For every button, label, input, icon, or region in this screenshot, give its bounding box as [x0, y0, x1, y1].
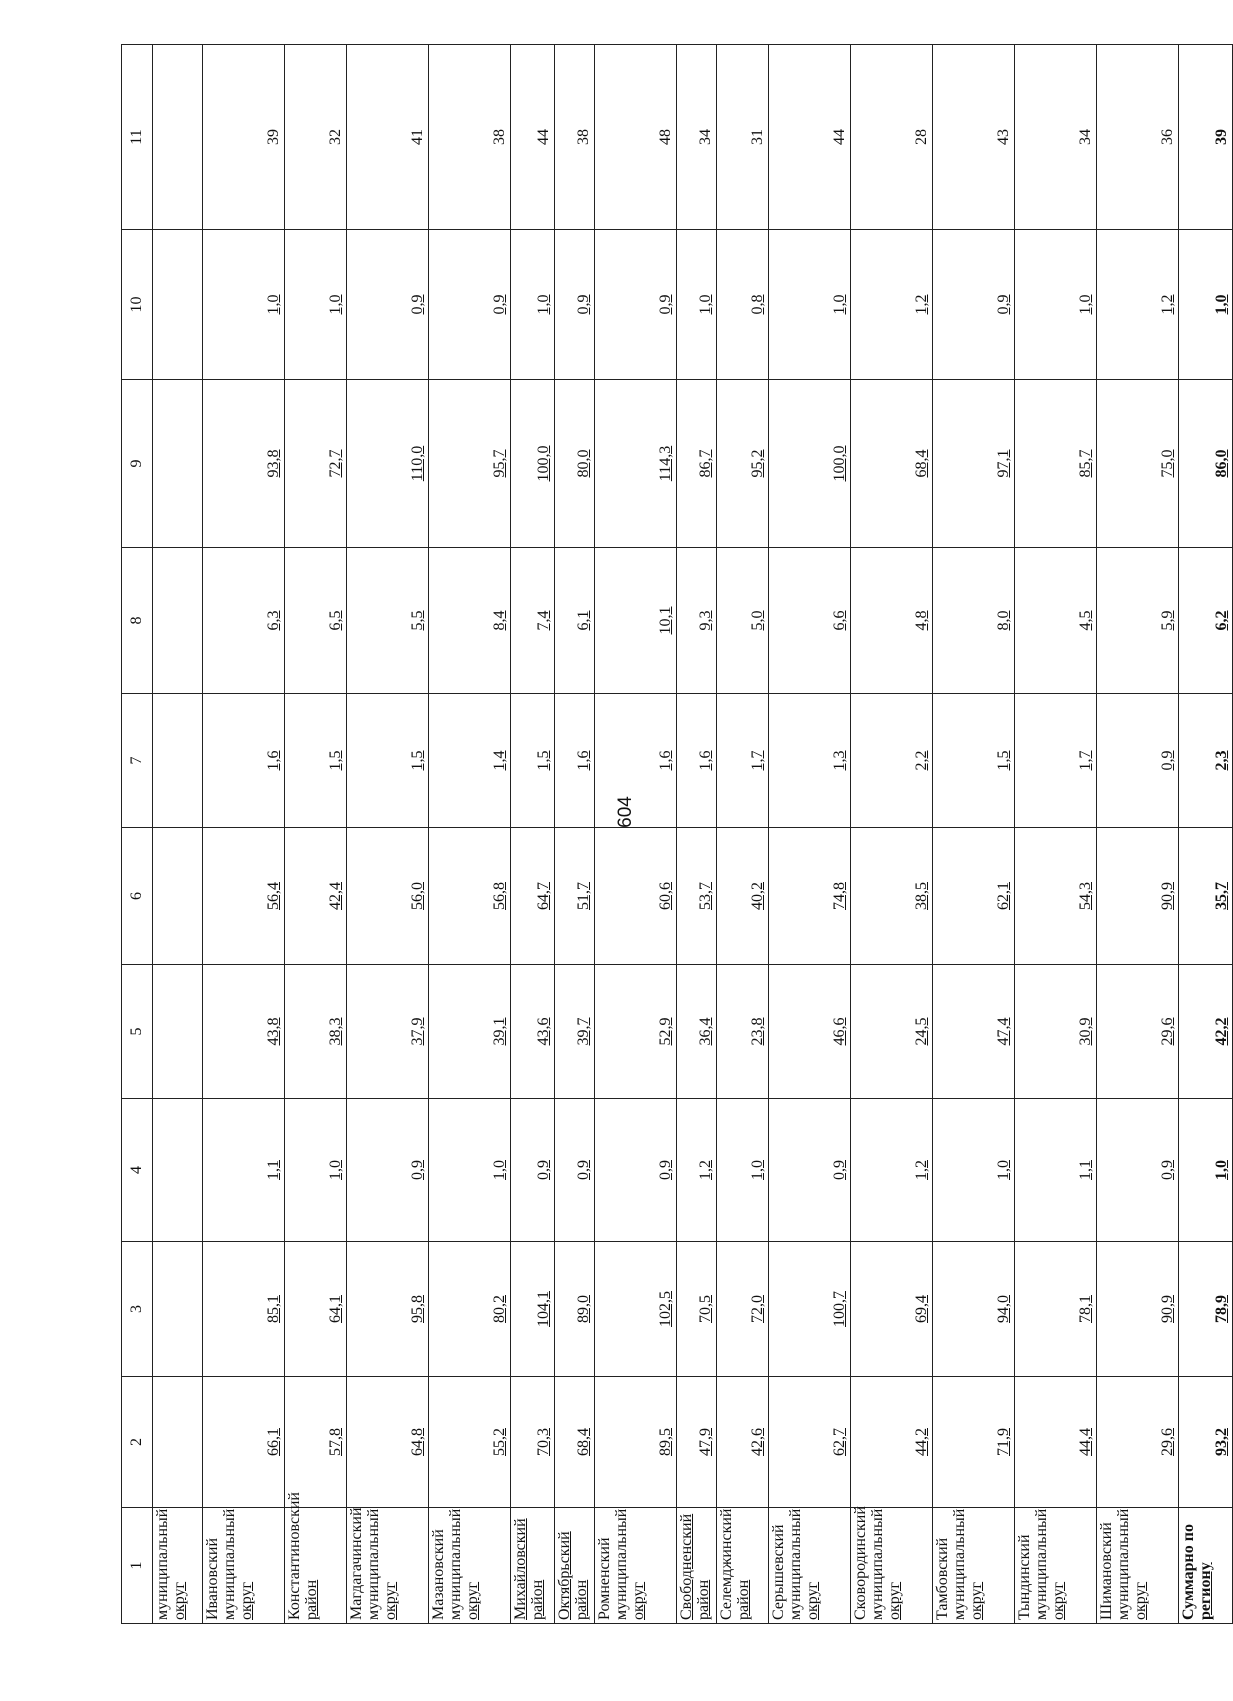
- district-name-line: Октябрьский район: [556, 1531, 590, 1620]
- value-cell-col-3: 94,0: [933, 1242, 1015, 1377]
- value-cell-col-11: 43: [933, 45, 1015, 230]
- value-cell-col-4: 1,1: [1015, 1099, 1097, 1242]
- value-cell-col-3: [153, 1242, 203, 1377]
- value-cell-col-9: 72,7: [285, 380, 347, 548]
- total-row: [1179, 45, 1233, 1624]
- value-cell-col-11: 39: [1179, 45, 1233, 230]
- value-cell-col-10: 0,9: [933, 230, 1015, 380]
- table-row: [717, 45, 769, 1624]
- district-name-cell: [851, 1508, 933, 1624]
- value-cell-col-6: 51,7: [555, 828, 595, 965]
- value-cell-col-7: 1,5: [933, 694, 1015, 828]
- value-cell-col-10: [153, 230, 203, 380]
- value-cell-col-9: 68,4: [851, 380, 933, 548]
- district-name-line: округ: [238, 1581, 255, 1620]
- value-cell-col-9: 86,7: [677, 380, 717, 548]
- district-name-line: округ: [171, 1581, 188, 1620]
- value-cell-col-8: 4,8: [851, 548, 933, 694]
- value-cell-col-8: 8,4: [429, 548, 511, 694]
- district-name-cell: [285, 1492, 347, 1624]
- value-cell-col-5: 39,1: [429, 965, 511, 1099]
- value-cell-col-11: 41: [347, 45, 429, 230]
- value-cell-col-2: 70,3: [511, 1377, 555, 1508]
- value-cell-col-11: 31: [717, 45, 769, 230]
- value-cell-col-4: 1,0: [429, 1099, 511, 1242]
- district-name-line: муниципальный: [869, 1508, 886, 1620]
- value-cell-col-2: 62,7: [769, 1377, 851, 1508]
- value-cell-col-7: 1,6: [677, 694, 717, 828]
- value-cell-col-3: 69,4: [851, 1242, 933, 1377]
- district-name-cell: [153, 1508, 203, 1624]
- value-cell-col-9: 93,8: [203, 380, 285, 548]
- value-cell-col-6: 54,3: [1015, 828, 1097, 965]
- value-cell-col-2: 47,9: [677, 1377, 717, 1508]
- value-cell-col-10: 0,9: [555, 230, 595, 380]
- value-cell-col-2: 29,6: [1097, 1377, 1179, 1508]
- table-row: [555, 45, 595, 1624]
- value-cell-col-11: 32: [285, 45, 347, 230]
- district-name-line: округ: [1050, 1581, 1067, 1620]
- value-cell-col-9: 100,0: [769, 380, 851, 548]
- value-cell-col-6: 62,1: [933, 828, 1015, 965]
- district-name-line: Шимановский: [1098, 1522, 1115, 1620]
- value-cell-col-8: 4,5: [1015, 548, 1097, 694]
- value-cell-col-5: 52,9: [595, 965, 677, 1099]
- value-cell-col-4: 1,2: [677, 1099, 717, 1242]
- value-cell-col-6: 60,6: [595, 828, 677, 965]
- district-name-line: муниципальный: [365, 1508, 382, 1620]
- value-cell-col-8: 6,5: [285, 548, 347, 694]
- value-cell-col-8: 9,3: [677, 548, 717, 694]
- header-cell-8: 8: [122, 548, 153, 694]
- value-cell-col-10: 1,0: [285, 230, 347, 380]
- district-name-line: региону: [1197, 1562, 1214, 1620]
- value-cell-col-3: 100,7: [769, 1242, 851, 1377]
- value-cell-col-10: 0,9: [595, 230, 677, 380]
- value-cell-col-5: 43,6: [511, 965, 555, 1099]
- value-cell-col-10: 1,2: [1097, 230, 1179, 380]
- value-cell-col-2: 93,2: [1179, 1377, 1233, 1508]
- value-cell-col-8: 6,3: [203, 548, 285, 694]
- value-cell-col-9: 86,0: [1179, 380, 1233, 548]
- district-name-line: Тамбовский: [934, 1537, 951, 1620]
- district-name-cell: [1097, 1508, 1179, 1624]
- value-cell-col-7: 1,5: [511, 694, 555, 828]
- value-cell-col-3: 102,5: [595, 1242, 677, 1377]
- value-cell-col-3: 72,0: [717, 1242, 769, 1377]
- value-cell-col-3: 95,8: [347, 1242, 429, 1377]
- district-name-cell: [933, 1508, 1015, 1624]
- value-cell-col-2: [153, 1377, 203, 1508]
- district-name-line: Ивановский: [204, 1537, 221, 1620]
- value-cell-col-8: 5,9: [1097, 548, 1179, 694]
- table-row: [1015, 45, 1097, 1624]
- value-cell-col-10: 1,0: [1015, 230, 1097, 380]
- value-cell-col-4: 1,1: [203, 1099, 285, 1242]
- value-cell-col-2: 71,9: [933, 1377, 1015, 1508]
- district-name-line: муниципальный: [221, 1508, 238, 1620]
- value-cell-col-10: 0,9: [347, 230, 429, 380]
- table-container: [121, 45, 1230, 1624]
- value-cell-col-11: 38: [429, 45, 511, 230]
- value-cell-col-5: 42,2: [1179, 965, 1233, 1099]
- value-cell-col-5: [153, 965, 203, 1099]
- district-name-line: Магдагачинский: [348, 1507, 365, 1620]
- value-cell-col-11: 36: [1097, 45, 1179, 230]
- value-cell-col-6: 35,7: [1179, 828, 1233, 965]
- value-cell-col-9: 85,7: [1015, 380, 1097, 548]
- header-cell-4: 4: [122, 1099, 153, 1242]
- value-cell-col-11: 34: [677, 45, 717, 230]
- district-name-cell: [347, 1508, 429, 1624]
- district-name-cell: [677, 1508, 717, 1624]
- district-name-line: округ: [464, 1581, 481, 1620]
- header-cell-10: 10: [122, 230, 153, 380]
- value-cell-col-5: 46,6: [769, 965, 851, 1099]
- value-cell-col-2: 42,6: [717, 1377, 769, 1508]
- value-cell-col-6: 56,8: [429, 828, 511, 965]
- district-name-cell: [555, 1508, 595, 1624]
- table-row: [933, 45, 1015, 1624]
- value-cell-col-6: 53,7: [677, 828, 717, 965]
- value-cell-col-3: 78,1: [1015, 1242, 1097, 1377]
- district-name-cell: [595, 1508, 677, 1624]
- value-cell-col-6: 38,5: [851, 828, 933, 965]
- value-cell-col-2: 66,1: [203, 1377, 285, 1508]
- district-name-line: Сковородинский: [852, 1506, 869, 1620]
- value-cell-col-4: 0,9: [1097, 1099, 1179, 1242]
- header-cell-6: 6: [122, 828, 153, 965]
- header-cell-1: 1: [122, 1508, 153, 1624]
- value-cell-col-4: [153, 1099, 203, 1242]
- header-cell-9: 9: [122, 380, 153, 548]
- district-name-cell: [1015, 1508, 1097, 1624]
- table-row: [1097, 45, 1179, 1624]
- district-name-line: Серышевский: [770, 1524, 787, 1620]
- value-cell-col-4: 1,0: [285, 1099, 347, 1242]
- district-name-line: Селемджинский: [718, 1508, 735, 1620]
- district-name-line: Свободненский район: [678, 1513, 712, 1620]
- district-name-cell: [429, 1508, 511, 1624]
- value-cell-col-11: 39: [203, 45, 285, 230]
- district-name-line: муниципальный: [1115, 1508, 1132, 1620]
- value-cell-col-3: 104,1: [511, 1242, 555, 1377]
- value-cell-col-11: 44: [769, 45, 851, 230]
- value-cell-col-7: 0,9: [1097, 694, 1179, 828]
- value-cell-col-4: 1,0: [933, 1099, 1015, 1242]
- district-name-cell: [511, 1508, 555, 1624]
- value-cell-col-7: 1,4: [429, 694, 511, 828]
- value-cell-col-11: 28: [851, 45, 933, 230]
- value-cell-col-4: 0,9: [347, 1099, 429, 1242]
- value-cell-col-2: 89,5: [595, 1377, 677, 1508]
- value-cell-col-10: 0,9: [429, 230, 511, 380]
- value-cell-col-5: 24,5: [851, 965, 933, 1099]
- value-cell-col-6: 74,8: [769, 828, 851, 965]
- value-cell-col-3: 80,2: [429, 1242, 511, 1377]
- statistics-table: [121, 44, 1233, 1624]
- header-cell-7: 7: [122, 694, 153, 828]
- value-cell-col-3: 90,9: [1097, 1242, 1179, 1377]
- district-name-cell: [717, 1508, 769, 1624]
- value-cell-col-4: 1,2: [851, 1099, 933, 1242]
- value-cell-col-2: 44,4: [1015, 1377, 1097, 1508]
- value-cell-col-10: 1,0: [769, 230, 851, 380]
- value-cell-col-6: [153, 828, 203, 965]
- district-name-cell: [203, 1508, 285, 1624]
- value-cell-col-9: 100,0: [511, 380, 555, 548]
- value-cell-col-4: 0,9: [511, 1099, 555, 1242]
- value-cell-col-2: 55,2: [429, 1377, 511, 1508]
- district-name-line: муниципальный: [447, 1508, 464, 1620]
- value-cell-col-7: 1,7: [1015, 694, 1097, 828]
- value-cell-col-9: 95,2: [717, 380, 769, 548]
- value-cell-col-7: 1,6: [203, 694, 285, 828]
- district-name-line: муниципальный: [613, 1508, 630, 1620]
- value-cell-col-9: 110,0: [347, 380, 429, 548]
- value-cell-col-7: 1,5: [347, 694, 429, 828]
- district-name-line: округ: [630, 1581, 647, 1620]
- table-row: [153, 45, 203, 1624]
- value-cell-col-9: 75,0: [1097, 380, 1179, 548]
- value-cell-col-11: 44: [511, 45, 555, 230]
- district-name-cell: [769, 1508, 851, 1624]
- value-cell-col-3: 64,1: [285, 1242, 347, 1377]
- table-row: [677, 45, 717, 1624]
- value-cell-col-9: 95,7: [429, 380, 511, 548]
- value-cell-col-8: [153, 548, 203, 694]
- value-cell-col-7: 1,5: [285, 694, 347, 828]
- district-name-line: Мазановский: [430, 1529, 447, 1620]
- rotated-table-wrapper: [121, 45, 1230, 1624]
- value-cell-col-9: [153, 380, 203, 548]
- value-cell-col-6: 56,0: [347, 828, 429, 965]
- value-cell-col-8: 8,0: [933, 548, 1015, 694]
- table-row: [851, 45, 933, 1624]
- value-cell-col-4: 0,9: [769, 1099, 851, 1242]
- header-cell-11: 11: [122, 45, 153, 230]
- value-cell-col-8: 10,1: [595, 548, 677, 694]
- district-name-line: Михайловский район: [512, 1518, 546, 1620]
- value-cell-col-10: 1,0: [1179, 230, 1233, 380]
- value-cell-col-10: 0,8: [717, 230, 769, 380]
- value-cell-col-10: 1,0: [677, 230, 717, 380]
- value-cell-col-5: 37,9: [347, 965, 429, 1099]
- table-row: [595, 45, 677, 1624]
- value-cell-col-6: 40,2: [717, 828, 769, 965]
- value-cell-col-8: 6,6: [769, 548, 851, 694]
- value-cell-col-3: 78,9: [1179, 1242, 1233, 1377]
- page-number: 604: [615, 796, 636, 828]
- district-name-line: Ромненский: [596, 1537, 613, 1620]
- header-row: [122, 45, 153, 1624]
- header-cell-2: 2: [122, 1377, 153, 1508]
- value-cell-col-9: 97,1: [933, 380, 1015, 548]
- value-cell-col-10: 1,2: [851, 230, 933, 380]
- value-cell-col-9: 80,0: [555, 380, 595, 548]
- value-cell-col-2: 57,8: [285, 1377, 347, 1508]
- table-row: [347, 45, 429, 1624]
- value-cell-col-2: 64,8: [347, 1377, 429, 1508]
- value-cell-col-4: 1,0: [717, 1099, 769, 1242]
- district-name-line: округ: [968, 1581, 985, 1620]
- table-body: [122, 45, 1233, 1624]
- value-cell-col-11: 48: [595, 45, 677, 230]
- district-name-line: Константиновский: [286, 1492, 303, 1620]
- value-cell-col-6: 56,4: [203, 828, 285, 965]
- value-cell-col-7: 1,3: [769, 694, 851, 828]
- table-row: [203, 45, 285, 1624]
- value-cell-col-3: 89,0: [555, 1242, 595, 1377]
- value-cell-col-3: 70,5: [677, 1242, 717, 1377]
- value-cell-col-5: 30,9: [1015, 965, 1097, 1099]
- header-cell-3: 3: [122, 1242, 153, 1377]
- value-cell-col-2: 68,4: [555, 1377, 595, 1508]
- value-cell-col-6: 90,9: [1097, 828, 1179, 965]
- value-cell-col-7: 2,3: [1179, 694, 1233, 828]
- value-cell-col-8: 6,2: [1179, 548, 1233, 694]
- value-cell-col-5: 29,6: [1097, 965, 1179, 1099]
- district-name-line: округ: [804, 1581, 821, 1620]
- district-name-cell: [1179, 1508, 1233, 1624]
- district-name-line: округ: [1132, 1581, 1149, 1620]
- district-name-line: Суммарно по: [1180, 1524, 1197, 1620]
- value-cell-col-8: 5,5: [347, 548, 429, 694]
- table-row: [429, 45, 511, 1624]
- value-cell-col-5: 23,8: [717, 965, 769, 1099]
- value-cell-col-10: 1,0: [511, 230, 555, 380]
- district-name-line: район: [303, 1579, 320, 1620]
- value-cell-col-5: 38,3: [285, 965, 347, 1099]
- value-cell-col-2: 44,2: [851, 1377, 933, 1508]
- value-cell-col-5: 43,8: [203, 965, 285, 1099]
- value-cell-col-5: 47,4: [933, 965, 1015, 1099]
- value-cell-col-4: 0,9: [595, 1099, 677, 1242]
- district-name-line: муниципальный: [787, 1508, 804, 1620]
- district-name-line: муниципальный: [951, 1508, 968, 1620]
- value-cell-col-4: 1,0: [1179, 1099, 1233, 1242]
- value-cell-col-11: [153, 45, 203, 230]
- value-cell-col-6: 64,7: [511, 828, 555, 965]
- value-cell-col-8: 6,1: [555, 548, 595, 694]
- value-cell-col-7: 1,6: [595, 694, 677, 828]
- district-name-line: округ: [886, 1581, 903, 1620]
- value-cell-col-6: 42,4: [285, 828, 347, 965]
- value-cell-col-11: 34: [1015, 45, 1097, 230]
- district-name-line: муниципальный: [154, 1508, 171, 1620]
- value-cell-col-11: 38: [555, 45, 595, 230]
- value-cell-col-7: 1,7: [717, 694, 769, 828]
- value-cell-col-5: 39,7: [555, 965, 595, 1099]
- table-row: [285, 45, 347, 1624]
- value-cell-col-5: 36,4: [677, 965, 717, 1099]
- district-name-line: муниципальный: [1033, 1508, 1050, 1620]
- value-cell-col-10: 1,0: [203, 230, 285, 380]
- value-cell-col-8: 5,0: [717, 548, 769, 694]
- value-cell-col-4: 0,9: [555, 1099, 595, 1242]
- value-cell-col-8: 7,4: [511, 548, 555, 694]
- district-name-line: Тындинский: [1016, 1534, 1033, 1620]
- district-name-line: округ: [382, 1581, 399, 1620]
- value-cell-col-7: 1,6: [555, 694, 595, 828]
- header-cell-5: 5: [122, 965, 153, 1099]
- value-cell-col-3: 85,1: [203, 1242, 285, 1377]
- table-row: [511, 45, 555, 1624]
- district-name-line: район: [735, 1579, 752, 1620]
- value-cell-col-9: 114,3: [595, 380, 677, 548]
- value-cell-col-7: [153, 694, 203, 828]
- value-cell-col-7: 2,2: [851, 694, 933, 828]
- table-row: [769, 45, 851, 1624]
